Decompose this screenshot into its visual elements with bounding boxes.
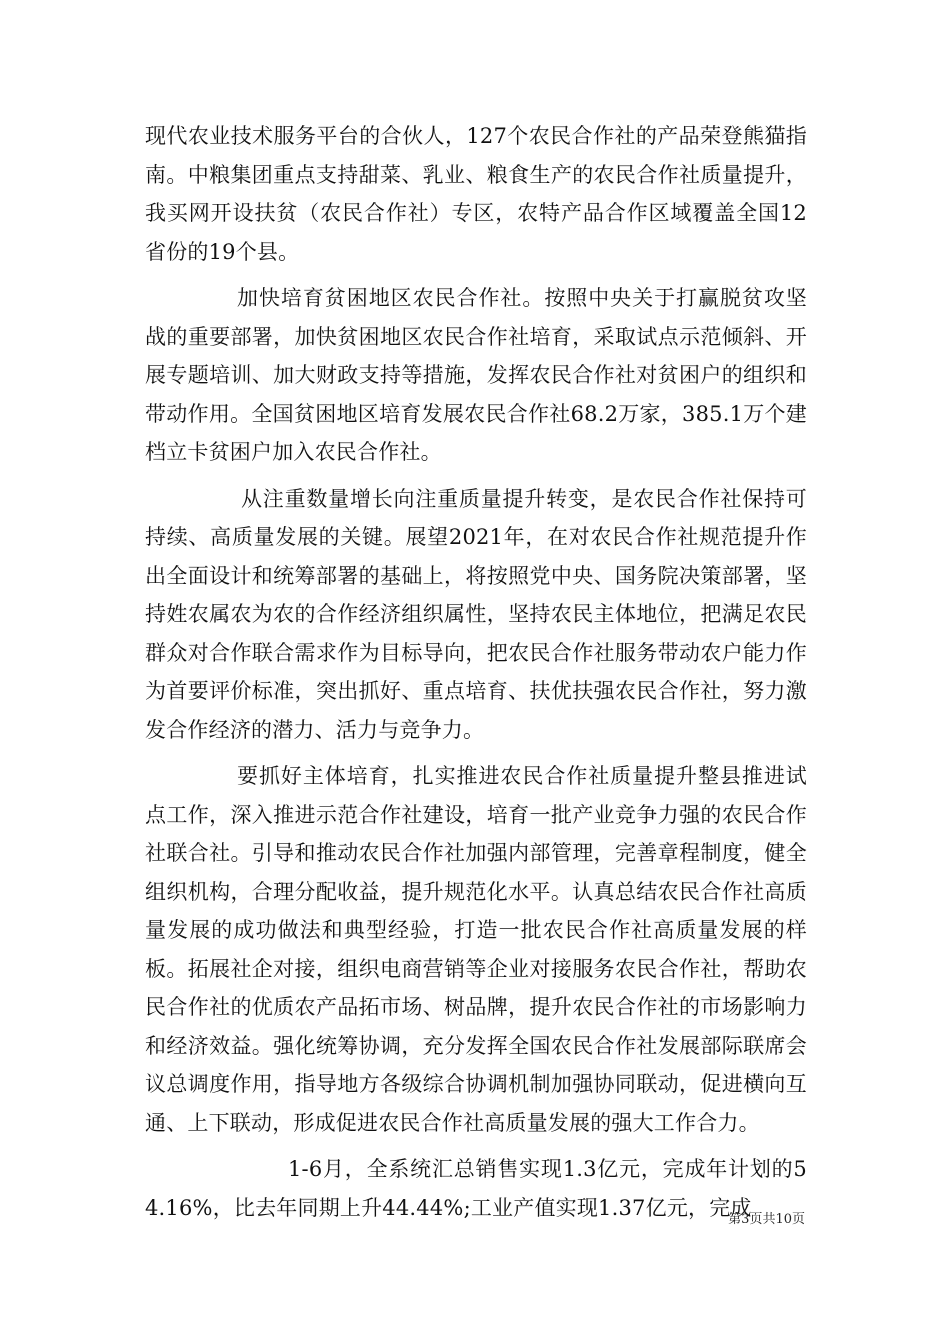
document-body (145, 117, 807, 1235)
paragraph-2: 加快培育贫困地区农民合作社。按照中央关于打赢脱贫攻坚战的重要部署，加快贫困地区农民合作社培育，采取试点示范倾斜、开展专题培训、加大财政支持等措施，发挥农民合作社对贫困户的组织和带动作用。全国贫困地区培育发展农民合作社68.2万家，385.1万个建档立卡贫困户加入农民合作社。 (145, 286, 807, 464)
paragraph-3: 从注重数量增长向注重质量提升转变，是农民合作社保持可持续、高质量发展的关键。展望2021年，在对农民合作社规范提升作出全面设计和统筹部署的基础上，将按照党中央、国务院决策部署，坚持姓农属农为农的合作经济组织属性，坚持农民主体地位，把满足农民群众对合作联合需求作为目标导向，把农民合作社服务带动农户能力作为首要评价标准，突出抓好、重点培育、扶优扶强农民合作社，努力激发合作经济的潜力、活力与竞争力。 (145, 486, 807, 742)
page-number-footer: 第3页共10页 (728, 1212, 805, 1227)
paragraph-1: 现代农业技术服务平台的合伙人，127个农民合作社的产品荣登熊猫指南。中粮集团重点支持甜菜、乳业、粮食生产的农民合作社质量提升，我买网开设扶贫（农民合作社）专区，农特产品合作区域覆盖全国12省份的19个县。 (145, 124, 807, 264)
paragraph-5: 1-6月，全系统汇总销售实现1.3亿元，完成年计划的54.16%，比去年同期上升44.44%;工业产值实现1.37亿元，完成 (145, 1157, 807, 1220)
paragraph-4: 要抓好主体培育，扎实推进农民合作社质量提升整县推进试点工作，深入推进示范合作社建设，培育一批产业竞争力强的农民合作社联合社。引导和推动农民合作社加强内部管理，完善章程制度，健全组织机构，合理分配收益，提升规范化水平。认真总结农民合作社高质量发展的成功做法和典型经验，打造一批农民合作社高质量发展的样板。拓展社企对接，组织电商营销等企业对接服务农民合作社，帮助农民合作社的优质农产品拓市场、树品牌，提升农民合作社的市场影响力和经济效益。强化统筹协调，充分发挥全国农民合作社发展部际联席会议总调度作用，指导地方各级综合协调机制加强协同联动，促进横向互通、上下联动，形成促进农民合作社高质量发展的强大工作合力。 (145, 764, 807, 1135)
